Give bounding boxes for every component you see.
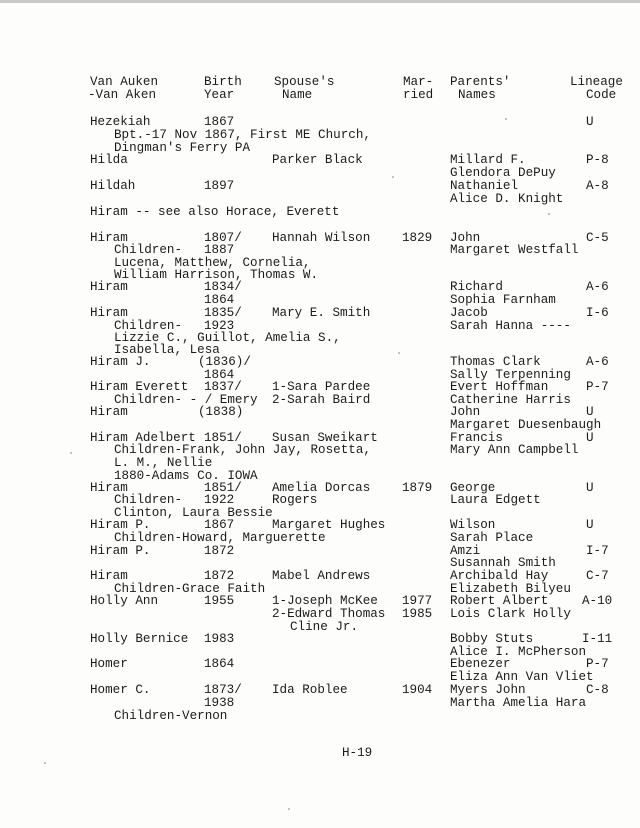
- lineage-code: U: [586, 431, 594, 445]
- parents-name: Nathaniel: [450, 179, 519, 193]
- person-name: Hilda: [90, 153, 128, 167]
- entry-note: Children-: [114, 493, 183, 507]
- entry-note: Children-: [114, 319, 183, 333]
- person-name: Hiram Adelbert: [90, 431, 196, 445]
- birth-year: 1872: [204, 544, 235, 558]
- parents-name: Wilson: [450, 518, 496, 532]
- entry-note: William Harrison, Thomas W.: [114, 268, 319, 282]
- spouse-name: 1-Joseph McKee: [272, 594, 378, 608]
- entry-note: Children- - / Emery: [114, 393, 258, 407]
- birth-year: 1955: [204, 594, 235, 608]
- lineage-code: U: [586, 405, 594, 419]
- birth-year: 1872: [204, 569, 235, 583]
- married-year: 1985: [402, 607, 433, 621]
- column-header: Birth: [204, 75, 242, 89]
- parents-name: Sarah Place: [450, 531, 534, 545]
- lineage-code: P-7: [586, 380, 609, 394]
- birth-year: 1864: [204, 293, 235, 307]
- lineage-code: P-8: [586, 153, 609, 167]
- parents-name: Ebenezer: [450, 657, 511, 671]
- scan-speck: [288, 808, 290, 810]
- person-name: Hiram -- see also Horace, Everett: [90, 205, 340, 219]
- entry-note: Children-Vernon: [114, 709, 228, 723]
- spouse-name: Rogers: [272, 493, 318, 507]
- lineage-code: A-6: [586, 355, 609, 369]
- married-year: 1879: [402, 481, 433, 495]
- scan-speck: [44, 762, 46, 764]
- lineage-code: C-5: [586, 231, 609, 245]
- birth-year: 1922: [204, 493, 235, 507]
- entry-note: Bpt.-17 Nov 1867, First ME Church,: [114, 128, 371, 142]
- person-name: Hiram J.: [90, 355, 151, 369]
- person-name: Hildah: [90, 179, 136, 193]
- parents-name: Robert Albert: [450, 594, 549, 608]
- spouse-name: Mary E. Smith: [272, 306, 371, 320]
- column-header: -Van Aken: [88, 88, 157, 102]
- parents-name: Eliza Ann Van Vliet: [450, 670, 594, 684]
- page-number: H-19: [342, 746, 373, 760]
- spouse-name: Parker Black: [272, 153, 363, 167]
- scan-speck: [70, 452, 72, 454]
- parents-name: Sophia Farnham: [450, 293, 556, 307]
- entry-note: L. M., Nellie: [114, 456, 213, 470]
- lineage-code: C-8: [586, 683, 609, 697]
- column-header: ried: [403, 88, 434, 102]
- person-name: Holly Bernice: [90, 632, 189, 646]
- parents-name: John: [450, 231, 481, 245]
- person-name: Hiram Everett: [90, 380, 189, 394]
- person-name: Homer C.: [90, 683, 151, 697]
- lineage-code: A-8: [586, 179, 609, 193]
- column-header: Spouse's: [274, 75, 335, 89]
- lineage-code: C-7: [586, 569, 609, 583]
- parents-name: Archibald Hay: [450, 569, 549, 583]
- entry-note: Children-: [114, 243, 183, 257]
- parents-name: Lois Clark Holly: [450, 607, 571, 621]
- scan-speck: [392, 176, 394, 178]
- scan-speck: [505, 118, 507, 120]
- birth-year: 1923: [204, 319, 235, 333]
- birth-year: 1835/: [204, 306, 242, 320]
- person-name: Hiram: [90, 280, 128, 294]
- spouse-name: Ida Roblee: [272, 683, 348, 697]
- birth-year: 1834/: [204, 280, 242, 294]
- entry-note: Lucena, Matthew, Cornelia,: [114, 256, 311, 270]
- spouse-name: Hannah Wilson: [272, 231, 371, 245]
- lineage-code: I-11: [582, 632, 613, 646]
- parents-name: Bobby Stuts: [450, 632, 534, 646]
- column-header: Name: [282, 88, 313, 102]
- spouse-name: Margaret Hughes: [272, 518, 386, 532]
- birth-year: 1864: [204, 657, 235, 671]
- column-header: Lineage: [570, 75, 623, 89]
- birth-year: 1837/: [204, 380, 242, 394]
- parents-name: Alice D. Knight: [450, 192, 564, 206]
- parents-name: Francis: [450, 431, 503, 445]
- parents-name: Mary Ann Campbell: [450, 443, 579, 457]
- parents-name: Martha Amelia Hara: [450, 696, 587, 710]
- spouse-name: 2-Sarah Baird: [272, 393, 371, 407]
- parents-name: Myers John: [450, 683, 526, 697]
- lineage-code: U: [586, 115, 594, 129]
- person-name: Hiram: [90, 569, 128, 583]
- person-name: Hiram: [90, 405, 128, 419]
- column-header: Names: [458, 88, 496, 102]
- parents-name: Richard: [450, 280, 503, 294]
- person-name: Hiram: [90, 306, 128, 320]
- spouse-name: Susan Sweikart: [272, 431, 378, 445]
- parents-name: Catherine Harris: [450, 393, 571, 407]
- birth-year: 1867: [204, 518, 235, 532]
- married-year: 1904: [402, 683, 433, 697]
- column-header: Van Auken: [90, 75, 159, 89]
- birth-year: (1838): [198, 405, 244, 419]
- lineage-code: I-6: [586, 306, 609, 320]
- lineage-code: P-7: [586, 657, 609, 671]
- lineage-code: U: [586, 481, 594, 495]
- lineage-code: I-7: [586, 544, 609, 558]
- spouse-name: Mabel Andrews: [272, 569, 371, 583]
- lineage-code: A-6: [586, 280, 609, 294]
- birth-year: 1938: [204, 696, 235, 710]
- parents-name: Evert Hoffman: [450, 380, 549, 394]
- parents-name: Amzi: [450, 544, 481, 558]
- birth-year: 1873/: [204, 683, 242, 697]
- entry-note: Clinton, Laura Bessie: [114, 506, 273, 520]
- married-year: 1829: [402, 231, 433, 245]
- parents-name: Sarah Hanna ----: [450, 319, 571, 333]
- person-name: Hiram P.: [90, 544, 151, 558]
- birth-year: 1807/: [204, 231, 242, 245]
- lineage-code: U: [586, 518, 594, 532]
- birth-year: (1836)/: [198, 355, 251, 369]
- person-name: Hezekiah: [90, 115, 151, 129]
- column-header: Year: [204, 88, 235, 102]
- parents-name: Jacob: [450, 306, 488, 320]
- person-name: Homer: [90, 657, 128, 671]
- parents-name: Susannah Smith: [450, 556, 556, 570]
- column-header: Mar-: [403, 75, 434, 89]
- column-header: Parents': [450, 75, 511, 89]
- birth-year: 1851/: [204, 481, 242, 495]
- parents-name: Laura Edgett: [450, 493, 541, 507]
- scan-speck: [398, 352, 400, 354]
- entry-note: Dingman's Ferry PA: [114, 141, 251, 155]
- spouse-name: 2-Edward Thomas: [272, 607, 386, 621]
- spouse-name: 1-Sara Pardee: [272, 380, 371, 394]
- person-name: Holly Ann: [90, 594, 159, 608]
- birth-year: 1851/: [204, 431, 242, 445]
- person-name: Hiram P.: [90, 518, 151, 532]
- lineage-code: A-10: [582, 594, 613, 608]
- entry-note: Children-Howard, Marguerette: [114, 531, 326, 545]
- parents-name: Sally Terpenning: [450, 368, 571, 382]
- parents-name: Margaret Duesenbaugh: [450, 418, 602, 432]
- person-name: Hiram: [90, 481, 128, 495]
- entry-note: Children-Frank, John Jay, Rosetta,: [114, 443, 371, 457]
- person-name: Hiram: [90, 231, 128, 245]
- spouse-name: Cline Jr.: [290, 620, 359, 634]
- entry-note: Isabella, Lesa: [114, 343, 220, 357]
- entry-note: Children-Grace Faith: [114, 582, 266, 596]
- parents-name: Millard F.: [450, 153, 526, 167]
- parents-name: Alice I. McPherson: [450, 645, 587, 659]
- married-year: 1977: [402, 594, 433, 608]
- column-header: Code: [586, 88, 617, 102]
- parents-name: Margaret Westfall: [450, 243, 579, 257]
- birth-year: 1897: [204, 179, 235, 193]
- birth-year: 1867: [204, 115, 235, 129]
- entry-note: 1880-Adams Co. IOWA: [114, 469, 258, 483]
- parents-name: Glendora DePuy: [450, 166, 556, 180]
- entry-note: Lizzie C., Guillot, Amelia S.,: [114, 331, 341, 345]
- top-edge-rule: [0, 0, 640, 3]
- parents-name: John: [450, 405, 481, 419]
- parents-name: Thomas Clark: [450, 355, 541, 369]
- parents-name: George: [450, 481, 496, 495]
- birth-year: 1887: [204, 243, 235, 257]
- birth-year: 1983: [204, 632, 235, 646]
- birth-year: 1864: [204, 368, 235, 382]
- spouse-name: Amelia Dorcas: [272, 481, 371, 495]
- parents-name: Elizabeth Bilyeu: [450, 582, 571, 596]
- scan-speck: [548, 213, 550, 215]
